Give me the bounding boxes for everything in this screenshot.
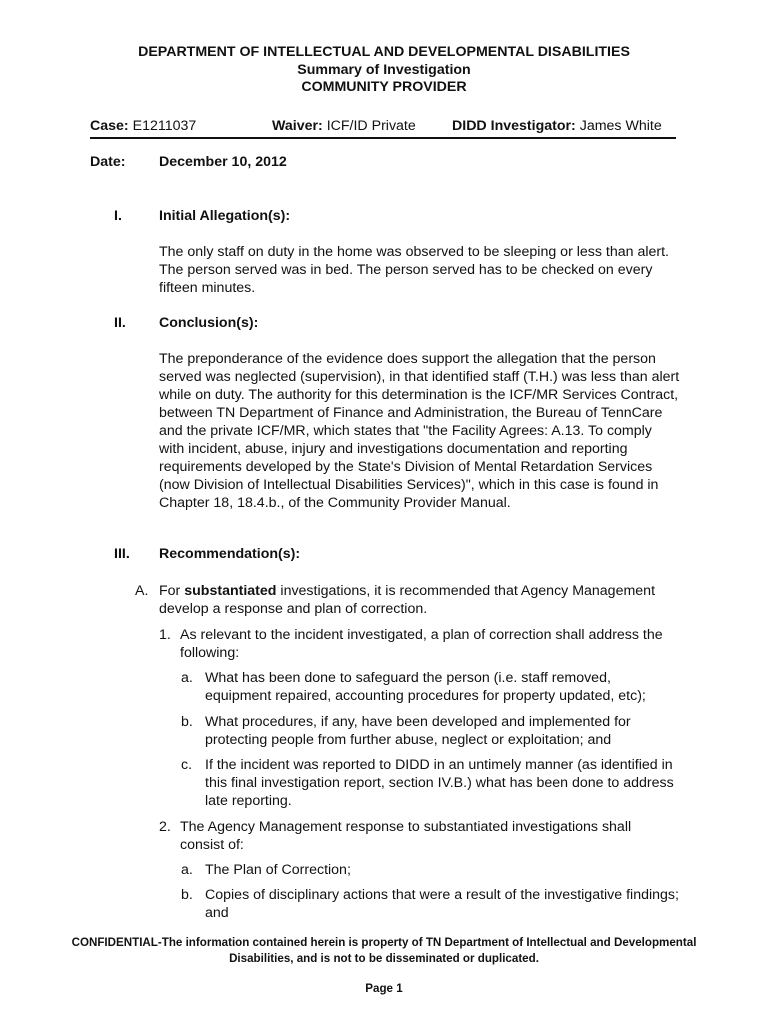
- item-1-text: As relevant to the incident investigated, a plan of correction shall address the following:: [180, 627, 663, 661]
- section-3-title: Recommendation(s):: [159, 546, 301, 562]
- page-number: Page 1: [365, 982, 403, 995]
- department-title: DEPARTMENT OF INTELLECTUAL AND DEVELOPMENTAL DISABILITIES: [138, 44, 630, 60]
- section-3-number: III.: [114, 546, 130, 562]
- document-header: [0, 44, 768, 97]
- recommendation-item-2b: [181, 886, 679, 922]
- recommendation-item-1: [159, 626, 679, 662]
- allegation-text: The only staff on duty in the home was observed to be sleeping or less than alert. The person served was in bed. The person served has to be checked on every fifteen minutes.: [159, 244, 670, 296]
- item-1c-text: If the incident was reported to DIDD in an untimely manner (as identified in this final investigation report, section IV.B.) what has been done to address late reporting.: [205, 757, 674, 809]
- item-1b-text: What procedures, if any, have been developed and implemented for protecting people from further abuse, neglect or exploitation; and: [205, 714, 631, 748]
- item-a-text-end: investigations, it is recommended that Agency Management develop a response and plan of correction.: [159, 583, 656, 617]
- recommendation-item-a: [135, 582, 655, 618]
- item-2a-text: The Plan of Correction;: [205, 862, 351, 878]
- item-a-text: [159, 582, 655, 618]
- item-1a-marker: a.: [181, 670, 193, 686]
- recommendation-item-1a: [181, 669, 679, 705]
- document-subtitle: Summary of Investigation: [297, 61, 471, 78]
- case-label: Case:: [90, 118, 129, 134]
- case-value: E1211037: [132, 118, 197, 134]
- item-2a-marker: a.: [181, 862, 193, 878]
- date-row: [90, 154, 287, 170]
- section-2-number: II.: [114, 315, 126, 331]
- conclusion-text: The preponderance of the evidence does support the allegation that the person served was neglected (supervision), in that identified staff (T.H.) was less than alert while on duty. The authority for this determination is the ICF/MR Services Contract, between TN Department of Finance and Administration, the Bureau of TennCare and the private ICF/MR, which states that "the Facility Agrees: A.13. To comply with incident, abuse, injury and investigations documentation and reporting requirements developed by the State's Division of Mental Retardation Services (now Division of Intellectual Disabilities Services)", which in this case is found in Chapter 18, 18.4.b., of the Community Provider Manual.: [159, 351, 680, 511]
- item-1c-marker: c.: [181, 757, 193, 773]
- waiver-value: ICF/ID Private: [326, 118, 416, 134]
- item-2-marker: 2.: [159, 819, 171, 835]
- item-a-marker: A.: [135, 583, 149, 599]
- item-1b-marker: b.: [181, 714, 193, 730]
- item-2b-marker: b.: [181, 887, 193, 903]
- item-1-marker: 1.: [159, 627, 171, 643]
- waiver-field: [272, 117, 416, 135]
- date-label: Date:: [90, 154, 126, 170]
- item-a-text-bold: substantiated: [184, 583, 277, 599]
- recommendation-item-1c: [181, 756, 679, 810]
- investigator-field: [452, 117, 662, 135]
- item-2b-text: Copies of disciplinary actions that were a result of the investigative findings; and: [205, 887, 679, 921]
- item-1a-text: What has been done to safeguard the person (i.e. staff removed, equipment repaired, accounting procedures for property updated, etc);: [205, 670, 646, 704]
- investigator-label: DIDD Investigator:: [452, 118, 576, 134]
- section-1-title: Initial Allegation(s):: [159, 208, 291, 224]
- confidentiality-notice: CONFIDENTIAL-The information contained herein is property of TN Department of Intellectual and Developmental Disabilities, and is not to be disseminated or duplicated.: [71, 936, 697, 965]
- recommendation-item-2: [159, 818, 679, 854]
- recommendation-item-1b: [181, 713, 679, 749]
- section-1-number: I.: [114, 208, 122, 224]
- item-a-text-start: For: [159, 583, 185, 599]
- recommendation-item-2a: [181, 861, 679, 879]
- case-field: [90, 117, 196, 135]
- item-2-text: The Agency Management response to substantiated investigations shall consist of:: [180, 819, 632, 853]
- waiver-label: Waiver:: [272, 118, 323, 134]
- investigator-value: James White: [579, 118, 662, 134]
- date-value: December 10, 2012: [159, 154, 287, 170]
- section-2-title: Conclusion(s):: [159, 315, 259, 331]
- provider-type: COMMUNITY PROVIDER: [301, 79, 467, 95]
- case-info-line: [90, 117, 676, 139]
